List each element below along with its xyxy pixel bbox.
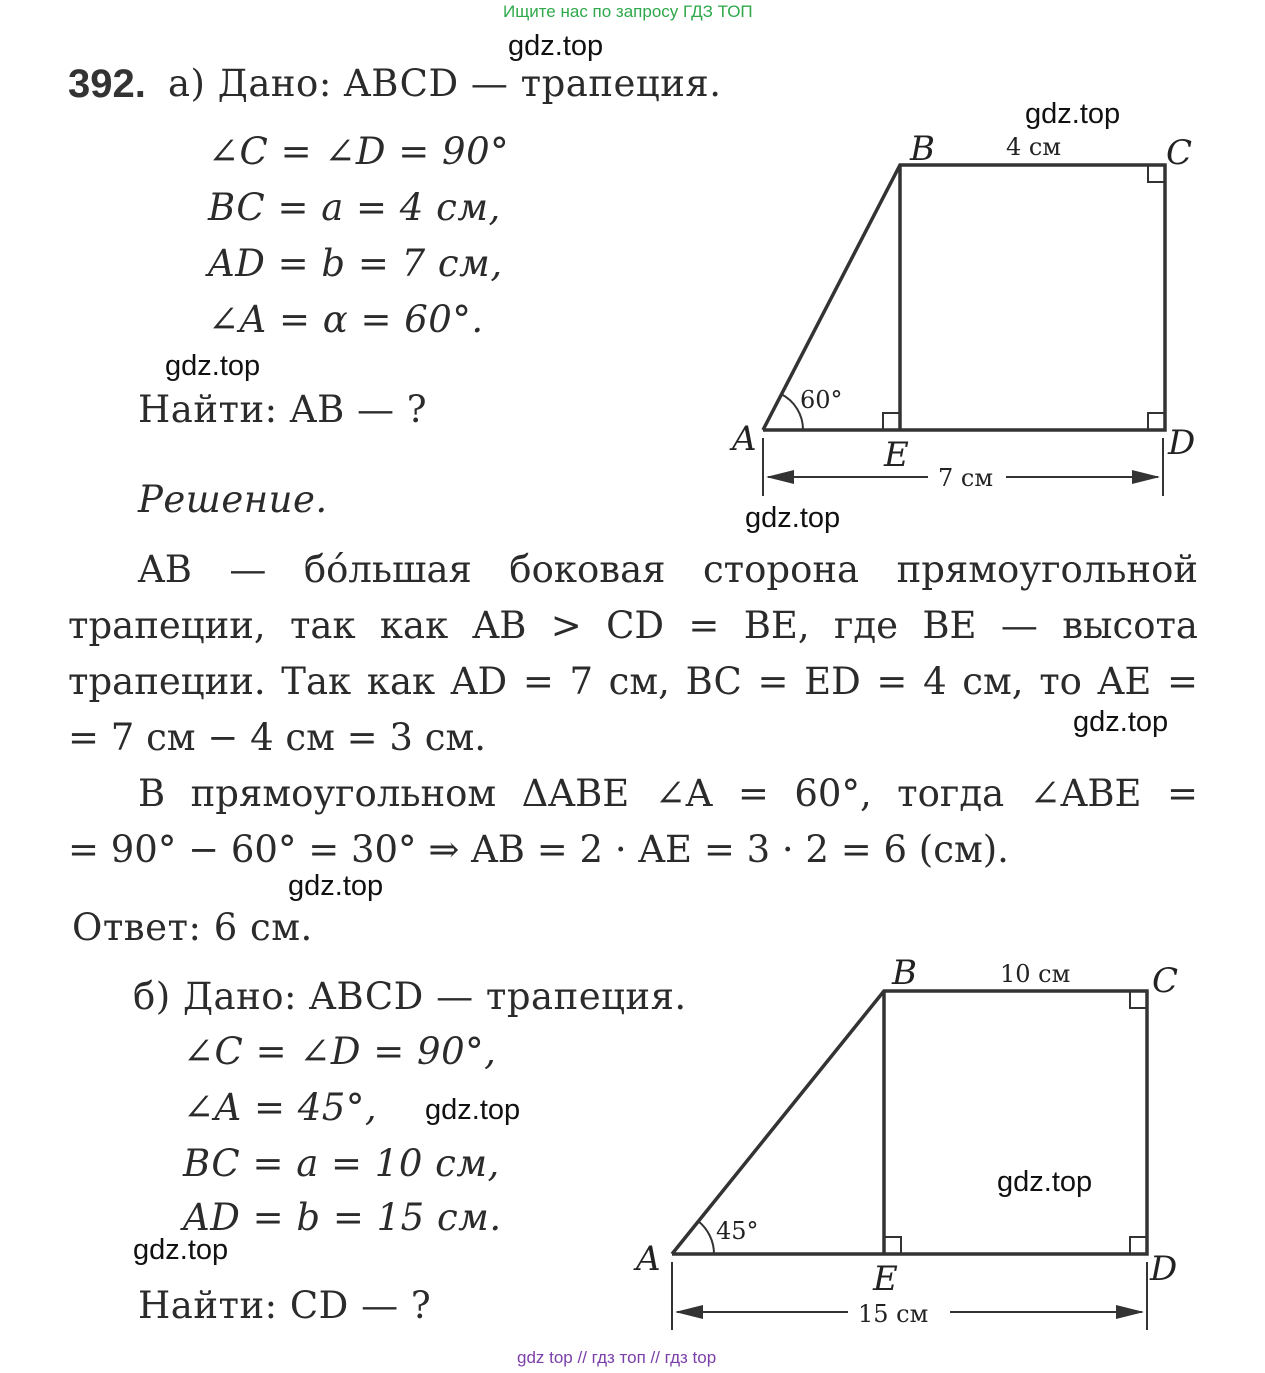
paragraph-line: AB — бóльшая боковая сторона прямоугольной	[138, 548, 1198, 591]
figure-b	[620, 950, 1200, 1340]
length-top: 10 см	[1000, 960, 1071, 988]
watermark: gdz.top	[425, 1094, 521, 1126]
label-b: B	[892, 953, 917, 993]
angle-arc	[698, 1221, 714, 1254]
label-b: B	[910, 129, 935, 169]
part-b-given-2: ∠A = 45°,	[183, 1086, 378, 1129]
paragraph-line: трапеции, так как AB > CD = BE, где BE — высота	[68, 604, 1198, 647]
watermark: gdz.top	[288, 870, 384, 902]
watermark: gdz.top	[165, 350, 261, 382]
footer-links[interactable]: gdz top // гдз топ // гдз top	[517, 1348, 717, 1367]
right-angle-marker	[884, 1237, 901, 1254]
arrow-head	[1132, 470, 1160, 484]
right-angle-marker	[883, 413, 900, 430]
solution-paragraph-1	[68, 542, 1198, 766]
angle-label: 60°	[800, 386, 843, 414]
length-bottom: 7 см	[938, 464, 994, 492]
right-angle-marker	[1148, 413, 1165, 430]
label-a: A	[732, 419, 757, 459]
trapezoid-b	[672, 991, 1147, 1254]
watermark: gdz.top	[1025, 98, 1121, 130]
part-a-given-1: ∠C = ∠D = 90°	[208, 130, 510, 173]
paragraph-line: = 7 см − 4 см = 3 см.	[68, 716, 486, 759]
label-c: C	[1166, 133, 1193, 173]
label-d: D	[1150, 1249, 1178, 1289]
answer: Ответ: 6 см.	[72, 906, 313, 949]
part-a-given-3: AD = b = 7 см,	[208, 242, 503, 285]
paragraph-line: В прямоугольном ΔABE ∠A = 60°, тогда ∠ABE =	[138, 772, 1198, 815]
part-b-given-3: BC = a = 10 см,	[183, 1142, 500, 1185]
part-a-find: Найти: AB — ?	[138, 388, 428, 431]
arrow-head	[675, 1305, 703, 1319]
part-a-given-4: ∠A = α = 60°.	[208, 298, 484, 341]
part-b-header: б) Дано: ABCD — трапеция.	[133, 975, 687, 1018]
label-e: E	[884, 435, 909, 475]
part-b-find: Найти: CD — ?	[138, 1284, 432, 1327]
part-a-header: а) Дано: ABCD — трапеция.	[168, 62, 722, 105]
length-bottom: 15 см	[858, 1300, 929, 1328]
right-angle-marker	[1130, 991, 1147, 1008]
part-a-given-2: BC = a = 4 см,	[208, 186, 501, 229]
label-e: E	[873, 1259, 898, 1299]
paragraph-line: трапеции. Так как AD = 7 см, BC = ED = 4 см, то AE =	[68, 660, 1198, 703]
problem-number: 392.	[68, 62, 146, 106]
figure-a	[700, 120, 1220, 500]
watermark: gdz.top	[133, 1234, 229, 1266]
label-a: A	[636, 1239, 661, 1279]
watermark: gdz.top	[997, 1166, 1093, 1198]
angle-label: 45°	[716, 1217, 759, 1245]
length-top: 4 см	[1006, 133, 1062, 161]
solution-title: Решение.	[138, 478, 328, 521]
arrow-head	[1116, 1305, 1144, 1319]
right-angle-marker	[1148, 165, 1165, 182]
part-b-given-1: ∠C = ∠D = 90°,	[183, 1030, 497, 1073]
watermark: gdz.top	[745, 502, 841, 534]
right-angle-marker	[1130, 1237, 1147, 1254]
arrow-head	[766, 470, 794, 484]
part-b-given-4: AD = b = 15 см.	[183, 1196, 502, 1239]
watermark: gdz.top	[1073, 706, 1169, 738]
label-d: D	[1168, 423, 1196, 463]
label-c: C	[1152, 961, 1179, 1001]
banner[interactable]: Ищите нас по запросу ГДЗ ТОП	[503, 2, 753, 21]
solution-paragraph-2	[68, 766, 1198, 878]
watermark: gdz.top	[508, 30, 604, 62]
paragraph-line: = 90° − 60° = 30° ⇒ AB = 2 · AE = 3 · 2 = 6 (см).	[68, 828, 1009, 871]
